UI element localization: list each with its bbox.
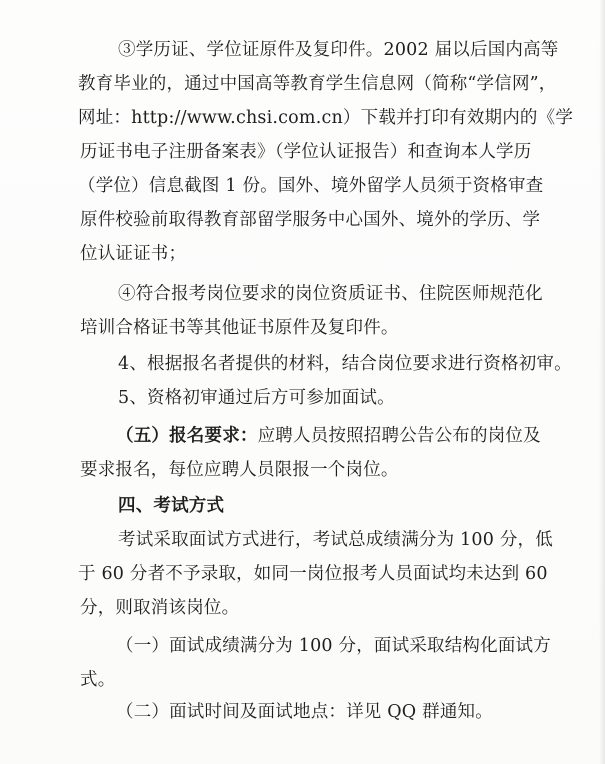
text-line-9: 培训合格证书等其他证书原件及复印件。: [80, 318, 399, 338]
text-line-6: 原件校验前取得教育部留学服务中心国外、境外的学历、学: [80, 210, 541, 230]
text-line-8: ④符合报考岗位要求的岗位资质证书、住院医师规范化: [118, 284, 543, 304]
text-line-17: 分，则取消该岗位。: [80, 598, 240, 618]
text-line-19: 式。: [80, 670, 116, 690]
text-line-18: （一）面试成绩满分为 100 分，面试采取结构化面试方: [116, 636, 551, 656]
text-line-1: ③学历证、学位证原件及复印件。2002 届以后国内高等: [118, 40, 559, 60]
text-line-3: 网址：http://www.chsi.com.cn）下载并打印有效期内的《学: [78, 108, 574, 128]
section-heading-registration: （五）报名要求：: [116, 426, 258, 446]
text-line-15: 考试采取面试方式进行，考试总成绩满分为 100 分，低: [118, 530, 553, 550]
text-line-4: 历证书电子注册备案表》（学位认证报告）和查询本人学历: [80, 142, 532, 162]
text-line-20: （二）面试时间及面试地点：详见 QQ 群通知。: [116, 702, 493, 722]
text-line-10: 4、根据报名者提供的材料，结合岗位要求进行资格初审。: [118, 354, 572, 374]
text-line-2: 教育毕业的，通过中国高等教育学生信息网（简称“学信网”，: [78, 74, 557, 94]
text-line-7: 位认证证书；: [80, 244, 187, 264]
text-line-5: （学位）信息截图 1 份。国外、境外留学人员须于资格审查: [78, 176, 544, 196]
section-heading-exam: 四、考试方式: [118, 496, 225, 516]
text-line-13: 要求报名，每位应聘人员限报一个岗位。: [80, 460, 399, 480]
page-edge-shadow: [599, 0, 605, 764]
text-line-11: 5、资格初审通过后方可参加面试。: [118, 388, 395, 408]
registration-requirement-text: 应聘人员按照招聘公告公布的岗位及: [257, 426, 541, 446]
text-line-12: [116, 424, 541, 448]
text-line-16: 于 60 分者不予录取，如同一岗位报考人员面试均未达到 60: [78, 564, 548, 584]
